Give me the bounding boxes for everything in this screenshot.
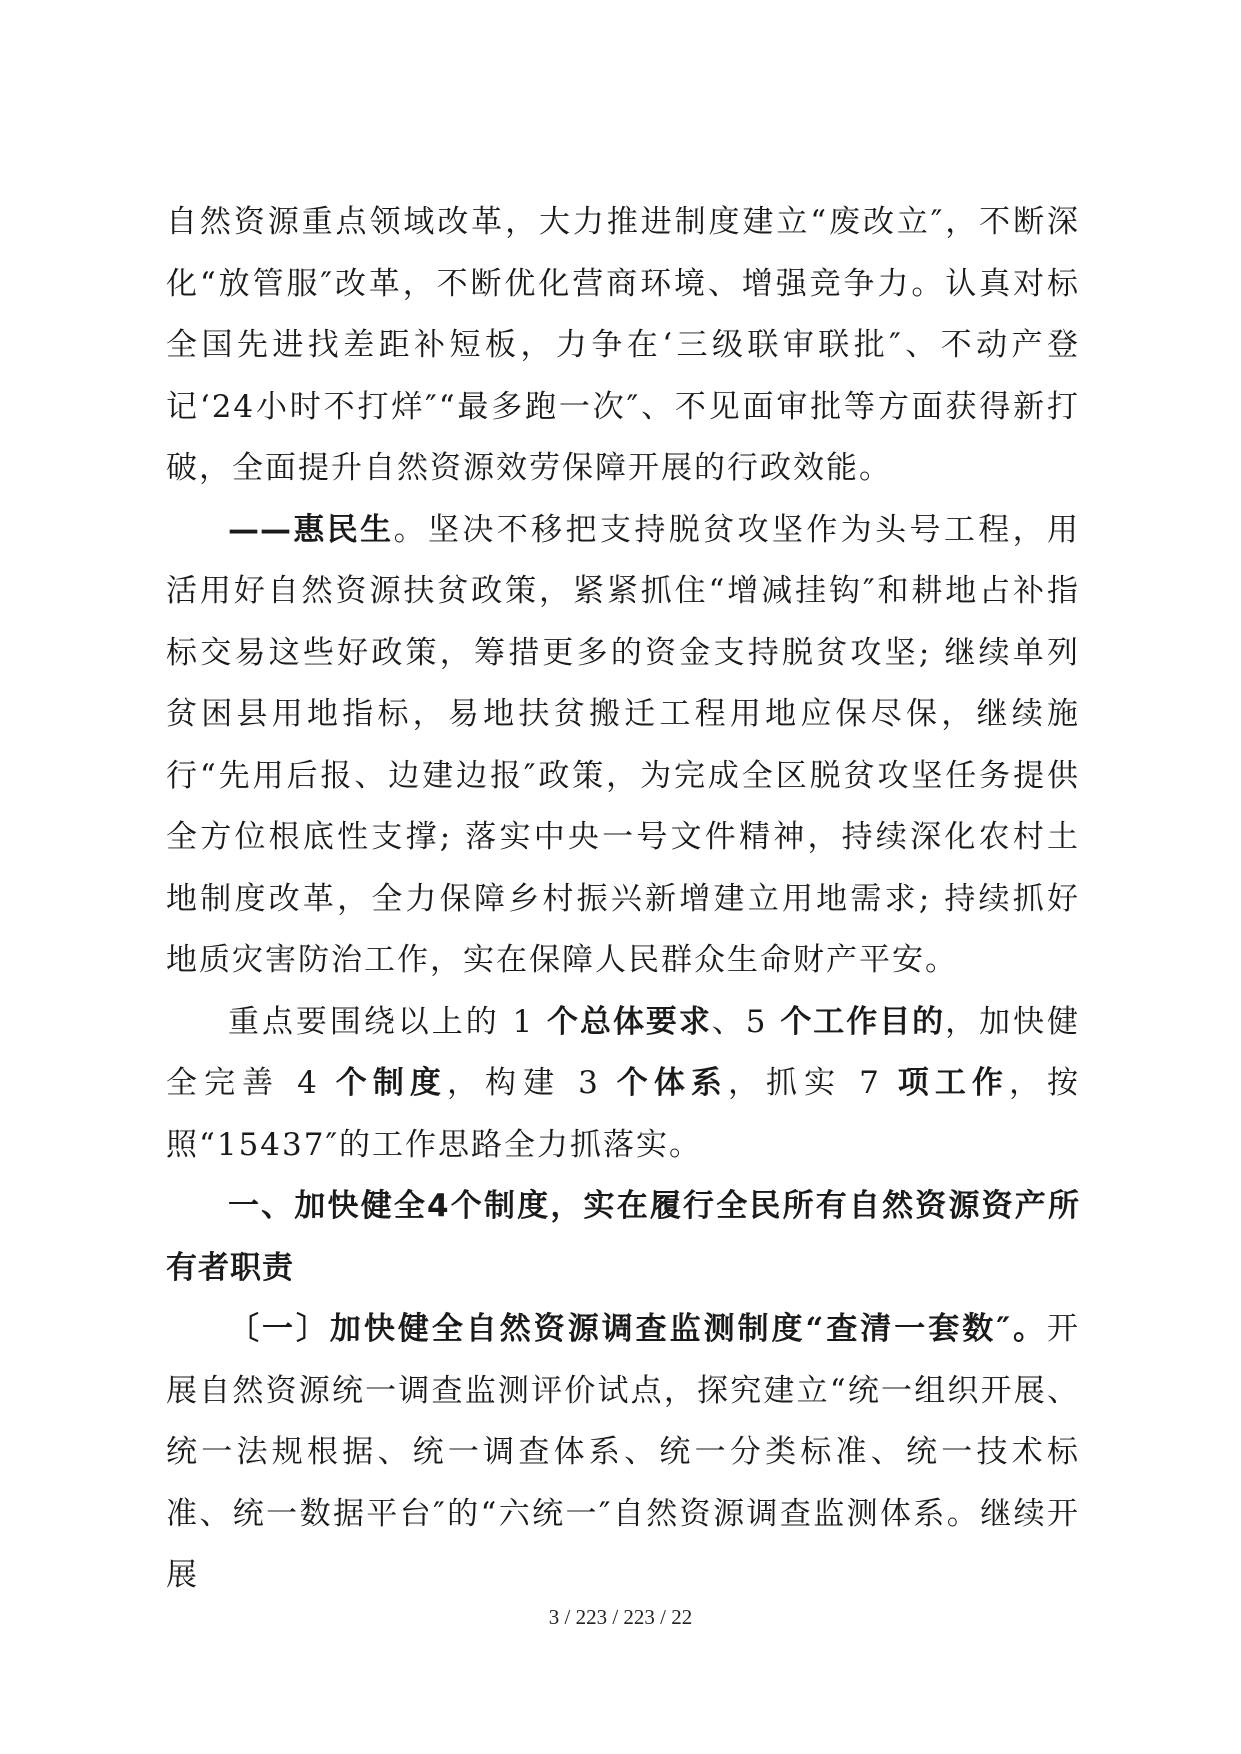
paragraph-reform-text: 自然资源重点领域改革，大力推进制度建立“废改立″，不断深化“放管服″改革，不断优化营商环境、增强竞争力。认真对标全国先进找差距补短板，力争在‘三级联审联批″、不动产登记‘24小时不打烊″“最多跑一次″、不见面审批等方面获得新打破，全面提升自然资源效劳保障开展的行政效能。 [166,204,1080,486]
survey-body: 开展自然资源统一调查监测评价试点，探究建立“统一组织开展、统一法规根据、统一调查体系、统一分类标准、统一技术标准、统一数据平台″的“六统一″自然资源调查监测体系。继续开展 [166,1311,1080,1593]
page-number: 3 / 223 / 223 / 22 [548,1605,693,1629]
livelihood-lead: ——惠民生 [228,511,394,548]
summary-bold-b: 个总体要求 [547,1003,712,1040]
summary-bold-f: 个制度 [335,1065,447,1101]
summary-bold-d: 个工作目的 [780,1003,946,1040]
summary-text-e: ，加快健全完善 4 [166,1003,1081,1101]
summary-bold-j: 项工作 [897,1065,1009,1101]
paragraph-livelihood [166,500,1080,992]
summary-text-i: ，抓实 7 [727,1065,898,1101]
document-body [166,192,1080,1607]
paragraph-summary [166,992,1080,1177]
paragraph-reform [166,192,1080,500]
summary-text-k: ，按照“15437″的工作思路全力抓落实。 [166,1065,1081,1163]
summary-text-g: ，构建 3 [446,1065,617,1101]
section-heading-1: 一、加快健全4个制度，实在履行全民所有自然资源资产所有者职责 [166,1188,1080,1286]
summary-bold-h: 个体系 [616,1065,728,1101]
summary-text-c: 、5 [711,1003,781,1040]
livelihood-body: 坚决不移把支持脱贫攻坚作为头号工程，用活用好自然资源扶贫政策，紧紧抓住“增减挂钩″和耕地占补指标交易这些好政策，筹措更多的资金支持脱贫攻坚; 继续单列贫困县用地指标，易地扶贫搬迁工程用地应保尽保，继续施行“先用后报、边建边报″政策，为完成全区脱贫攻坚任务提供全方位根底性支撑; 落实中央一号文件精神，持续深化农村土地制度改革，全力保障乡村振兴新增建立用地需求; 持续抓好地质灾害防治工作，实在保障人民群众生命财产平安。 [166,511,1081,978]
paragraph-survey [166,1299,1080,1607]
survey-lead: 〔一〕加快健全自然资源调查监测制度“查清一套数″。 [228,1311,1047,1347]
summary-text-a: 重点要围绕以上的 1 [228,1003,548,1040]
livelihood-dot: 。 [393,511,428,548]
